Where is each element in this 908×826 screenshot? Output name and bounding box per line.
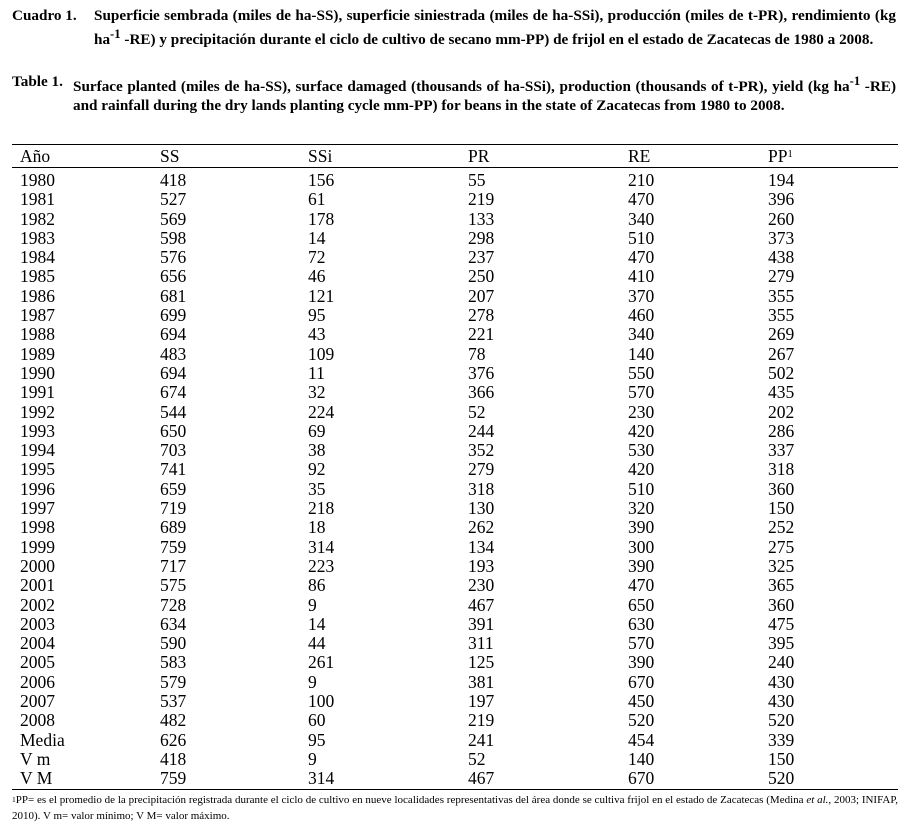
cell-pp: 360	[768, 478, 795, 499]
cell-ss: 717	[160, 555, 187, 576]
table-row	[0, 499, 908, 518]
cell-ssi: 314	[308, 536, 335, 557]
table-header-rule	[12, 167, 898, 168]
cell-ss: 650	[160, 420, 187, 441]
cell-pr: 193	[468, 555, 495, 576]
cell-ssi: 14	[308, 227, 326, 248]
cell-year: 1984	[20, 247, 55, 268]
table-row	[0, 171, 908, 190]
cell-ss: 544	[160, 401, 187, 422]
cell-year: 2007	[20, 691, 55, 712]
cell-pr: 134	[468, 536, 495, 557]
table-row	[0, 518, 908, 537]
table-row	[0, 557, 908, 576]
cell-pr: 391	[468, 613, 495, 634]
cell-pp: 520	[768, 710, 795, 731]
cell-ssi: 224	[308, 401, 335, 422]
cell-year: 1980	[20, 170, 55, 190]
cell-re: 230	[628, 401, 655, 422]
cell-year: 2008	[20, 710, 55, 731]
table-row	[0, 711, 908, 730]
cell-ssi: 11	[308, 362, 325, 383]
cell-year: 1982	[20, 208, 55, 229]
cell-ss: 659	[160, 478, 187, 499]
cell-re: 470	[628, 575, 655, 596]
cell-year: 1998	[20, 517, 55, 538]
cell-re: 420	[628, 420, 655, 441]
cell-ssi: 46	[308, 266, 326, 287]
cell-pp: 260	[768, 208, 795, 229]
cell-pp: 240	[768, 652, 795, 673]
cell-pr: 207	[468, 285, 495, 306]
cell-pr: 241	[468, 729, 495, 750]
cell-re: 670	[628, 671, 655, 692]
table-top-rule	[12, 144, 898, 145]
cell-pr: 244	[468, 420, 495, 441]
cell-ss: 703	[160, 440, 187, 461]
cell-year: 1990	[20, 362, 55, 383]
cell-pr: 381	[468, 671, 495, 692]
header-pp-footnote-mark: 1	[787, 149, 793, 160]
cell-pp: 318	[768, 459, 795, 480]
table-row	[0, 673, 908, 692]
table-row	[0, 364, 908, 383]
cell-pr: 278	[468, 305, 495, 326]
cell-re: 550	[628, 362, 655, 383]
cell-pr: 298	[468, 227, 495, 248]
cell-year: 1988	[20, 324, 55, 345]
cell-pr: 279	[468, 459, 495, 480]
table-row	[0, 229, 908, 248]
caption-spanish-text: Superficie sembrada (miles de ha-SS), superficie siniestrada (miles de ha-SSi), producción (miles de t-PR), rendimiento (kg $ha^{-1}$ -RE) y precipitación durante el ciclo de cultivo de secano mm-PP) de frijol en el estado de Zacatecas de 1980 a 2008.	[94, 7, 896, 49]
cell-year: 2006	[20, 671, 55, 692]
cell-ssi: 95	[308, 305, 326, 326]
cell-pp: 502	[768, 362, 795, 383]
cell-pr: 352	[468, 440, 495, 461]
table-row	[0, 210, 908, 229]
cell-re: 510	[628, 478, 655, 499]
cell-year: 1981	[20, 189, 55, 210]
table-row	[0, 634, 908, 653]
cell-pr: 52	[468, 748, 486, 769]
table-bottom-rule	[12, 789, 898, 790]
cell-pr: 55	[468, 170, 486, 190]
cell-ss: 694	[160, 362, 187, 383]
cell-ssi: 69	[308, 420, 326, 441]
cell-ss: 634	[160, 613, 187, 634]
cell-pp: 202	[768, 401, 795, 422]
cell-year: 2002	[20, 594, 55, 615]
cell-ss: 674	[160, 382, 187, 403]
table-row	[0, 538, 908, 557]
cell-pp: 435	[768, 382, 795, 403]
cell-year: 2000	[20, 555, 55, 576]
header-ssi: SSi	[308, 146, 333, 166]
cell-year: 2001	[20, 575, 55, 596]
cell-year: 1992	[20, 401, 55, 422]
cell-ssi: 109	[308, 343, 335, 364]
cell-re: 390	[628, 517, 655, 538]
cell-ss: 579	[160, 671, 187, 692]
table-footnote: $^1$PP= es el promedio de la precipitación registrada durante el ciclo de cultivo en nueve localidades representativas del área donde se cultiva frijol en el estado de Zacatecas (Medina et al., 2003; INIFAP, 2010). V m= valor mínimo; V M= valor máximo.	[12, 794, 898, 822]
cell-year: 1996	[20, 478, 55, 499]
cell-re: 390	[628, 555, 655, 576]
cell-ssi: 44	[308, 633, 326, 654]
cell-ssi: 121	[308, 285, 335, 306]
table-row	[0, 287, 908, 306]
cell-ssi: 61	[308, 189, 326, 210]
cell-ss: 694	[160, 324, 187, 345]
cell-ssi: 223	[308, 555, 335, 576]
table-row	[0, 306, 908, 325]
cell-pp: 396	[768, 189, 795, 210]
cell-pr: 230	[468, 575, 495, 596]
cell-pp: 355	[768, 305, 795, 326]
cell-pp: 355	[768, 285, 795, 306]
cell-pp: 150	[768, 498, 795, 519]
cell-pp: 267	[768, 343, 795, 364]
cell-re: 530	[628, 440, 655, 461]
cell-ssi: 9	[308, 594, 317, 615]
cell-pr: 52	[468, 401, 486, 422]
cell-ss: 689	[160, 517, 187, 538]
cell-re: 420	[628, 459, 655, 480]
cell-re: 630	[628, 613, 655, 634]
cell-pp: 438	[768, 247, 795, 268]
cell-year: 1997	[20, 498, 55, 519]
cell-pp: 520	[768, 768, 795, 789]
cell-ss: 656	[160, 266, 187, 287]
cell-ss: 699	[160, 305, 187, 326]
cell-ss: 719	[160, 498, 187, 519]
cell-re: 370	[628, 285, 655, 306]
table-row	[0, 750, 908, 769]
caption-english	[12, 72, 896, 115]
cell-pp: 252	[768, 517, 795, 538]
table-row	[0, 615, 908, 634]
cell-ss: 598	[160, 227, 187, 248]
table-row	[0, 653, 908, 672]
cell-ssi: 9	[308, 748, 317, 769]
cell-pp: 360	[768, 594, 795, 615]
cell-ss: 759	[160, 768, 187, 789]
cell-year: 1989	[20, 343, 55, 364]
cell-ssi: 35	[308, 478, 326, 499]
table-row	[0, 596, 908, 615]
cell-re: 340	[628, 208, 655, 229]
cell-re: 520	[628, 710, 655, 731]
cell-ss: 482	[160, 710, 187, 731]
cell-year: 2003	[20, 613, 55, 634]
cell-pr: 221	[468, 324, 495, 345]
cell-pr: 78	[468, 343, 486, 364]
cell-year: 1987	[20, 305, 55, 326]
cell-year: 2005	[20, 652, 55, 673]
cell-ss: 569	[160, 208, 187, 229]
cell-year: 1994	[20, 440, 55, 461]
cell-pr: 219	[468, 189, 495, 210]
cell-pr: 467	[468, 768, 495, 789]
header-year: Año	[20, 146, 51, 166]
cell-pr: 318	[468, 478, 495, 499]
cell-pr: 125	[468, 652, 495, 673]
cell-ssi: 18	[308, 517, 326, 538]
header-re: RE	[628, 146, 651, 166]
cell-pr: 219	[468, 710, 495, 731]
cell-re: 460	[628, 305, 655, 326]
table-row	[0, 345, 908, 364]
cell-ssi: 72	[308, 247, 326, 268]
cell-pr: 376	[468, 362, 495, 383]
caption-english-label: Table 1.	[12, 73, 63, 90]
cell-pp: 279	[768, 266, 795, 287]
cell-ssi: 261	[308, 652, 335, 673]
cell-year: 1991	[20, 382, 55, 403]
cell-pr: 311	[468, 633, 494, 654]
cell-re: 454	[628, 729, 655, 750]
caption-spanish-label: Cuadro 1.	[12, 7, 77, 24]
cell-year: 1993	[20, 420, 55, 441]
cell-ssi: 86	[308, 575, 326, 596]
cell-ss: 483	[160, 343, 187, 364]
caption-english-text: Surface planted (miles de ha-SS), surface damaged (thousands of ha-SSi), production (thousands of t-PR), yield (kg $ha^{-1}$ -RE) and rainfall during the dry lands planting cycle mm-PP) for beans in the state of Zacatecas from 1980 to 2008.	[73, 74, 896, 115]
table-row	[0, 403, 908, 422]
table-row	[0, 692, 908, 711]
cell-pp: 337	[768, 440, 795, 461]
cell-ss: 728	[160, 594, 187, 615]
cell-pr: 467	[468, 594, 495, 615]
table-row	[0, 731, 908, 750]
cell-re: 570	[628, 382, 655, 403]
header-ss: SS	[160, 146, 180, 166]
cell-ssi: 38	[308, 440, 326, 461]
cell-re: 140	[628, 748, 655, 769]
table-row	[0, 460, 908, 479]
cell-year: Media	[20, 729, 65, 750]
cell-ss: 590	[160, 633, 187, 654]
cell-pp: 194	[768, 170, 795, 190]
cell-pr: 237	[468, 247, 495, 268]
cell-ssi: 14	[308, 613, 326, 634]
cell-re: 390	[628, 652, 655, 673]
cell-ssi: 218	[308, 498, 335, 519]
cell-pp: 475	[768, 613, 795, 634]
cell-pp: 430	[768, 671, 795, 692]
cell-ss: 576	[160, 247, 187, 268]
table-row	[0, 422, 908, 441]
cell-pp: 395	[768, 633, 795, 654]
cell-ssi: 9	[308, 671, 317, 692]
cell-re: 300	[628, 536, 655, 557]
cell-year: 1983	[20, 227, 55, 248]
table-body	[0, 171, 908, 789]
cell-pr: 133	[468, 208, 495, 229]
cell-re: 650	[628, 594, 655, 615]
cell-pp: 269	[768, 324, 795, 345]
cell-ss: 759	[160, 536, 187, 557]
header-pr: PR	[468, 146, 490, 166]
table-row	[0, 267, 908, 286]
cell-year: 2004	[20, 633, 55, 654]
cell-pp: 339	[768, 729, 795, 750]
cell-ss: 741	[160, 459, 187, 480]
cell-pp: 275	[768, 536, 795, 557]
cell-ssi: 43	[308, 324, 326, 345]
cell-re: 670	[628, 768, 655, 789]
cell-year: 1985	[20, 266, 55, 287]
cell-ssi: 60	[308, 710, 326, 731]
caption-spanish	[12, 6, 896, 49]
cell-ssi: 314	[308, 768, 335, 789]
cell-ssi: 95	[308, 729, 326, 750]
cell-year: 1999	[20, 536, 55, 557]
cell-re: 140	[628, 343, 655, 364]
header-pp: $PP^1$	[768, 146, 793, 166]
cell-pr: 262	[468, 517, 495, 538]
cell-pr: 130	[468, 498, 495, 519]
cell-re: 450	[628, 691, 655, 712]
cell-ss: 681	[160, 285, 187, 306]
cell-pr: 197	[468, 691, 495, 712]
cell-ssi: 156	[308, 170, 335, 190]
cell-ss: 418	[160, 170, 187, 190]
cell-ss: 527	[160, 189, 187, 210]
table-row	[0, 769, 908, 788]
cell-ssi: 100	[308, 691, 335, 712]
cell-re: 470	[628, 189, 655, 210]
cell-year: 1986	[20, 285, 55, 306]
table-row	[0, 576, 908, 595]
cell-ss: 537	[160, 691, 187, 712]
cell-pp: 365	[768, 575, 795, 596]
cell-year: 1995	[20, 459, 55, 480]
cell-pp: 150	[768, 748, 795, 769]
cell-ssi: 32	[308, 382, 326, 403]
cell-pr: 250	[468, 266, 495, 287]
cell-re: 320	[628, 498, 655, 519]
cell-re: 340	[628, 324, 655, 345]
cell-year: V M	[20, 768, 53, 789]
cell-pp: 430	[768, 691, 795, 712]
cell-ss: 418	[160, 748, 187, 769]
cell-ssi: 92	[308, 459, 326, 480]
cell-re: 510	[628, 227, 655, 248]
cell-ss: 583	[160, 652, 187, 673]
table-row	[0, 190, 908, 209]
table-row	[0, 325, 908, 344]
cell-ssi: 178	[308, 208, 335, 229]
table-row	[0, 480, 908, 499]
cell-re: 210	[628, 170, 655, 190]
cell-re: 570	[628, 633, 655, 654]
table-row	[0, 441, 908, 460]
cell-pr: 366	[468, 382, 495, 403]
cell-pp: 325	[768, 555, 795, 576]
table-row	[0, 383, 908, 402]
cell-ss: 575	[160, 575, 187, 596]
cell-pp: 373	[768, 227, 795, 248]
cell-ss: 626	[160, 729, 187, 750]
cell-re: 410	[628, 266, 655, 287]
cell-year: V m	[20, 748, 51, 769]
table-row	[0, 248, 908, 267]
cell-re: 470	[628, 247, 655, 268]
cell-pp: 286	[768, 420, 795, 441]
